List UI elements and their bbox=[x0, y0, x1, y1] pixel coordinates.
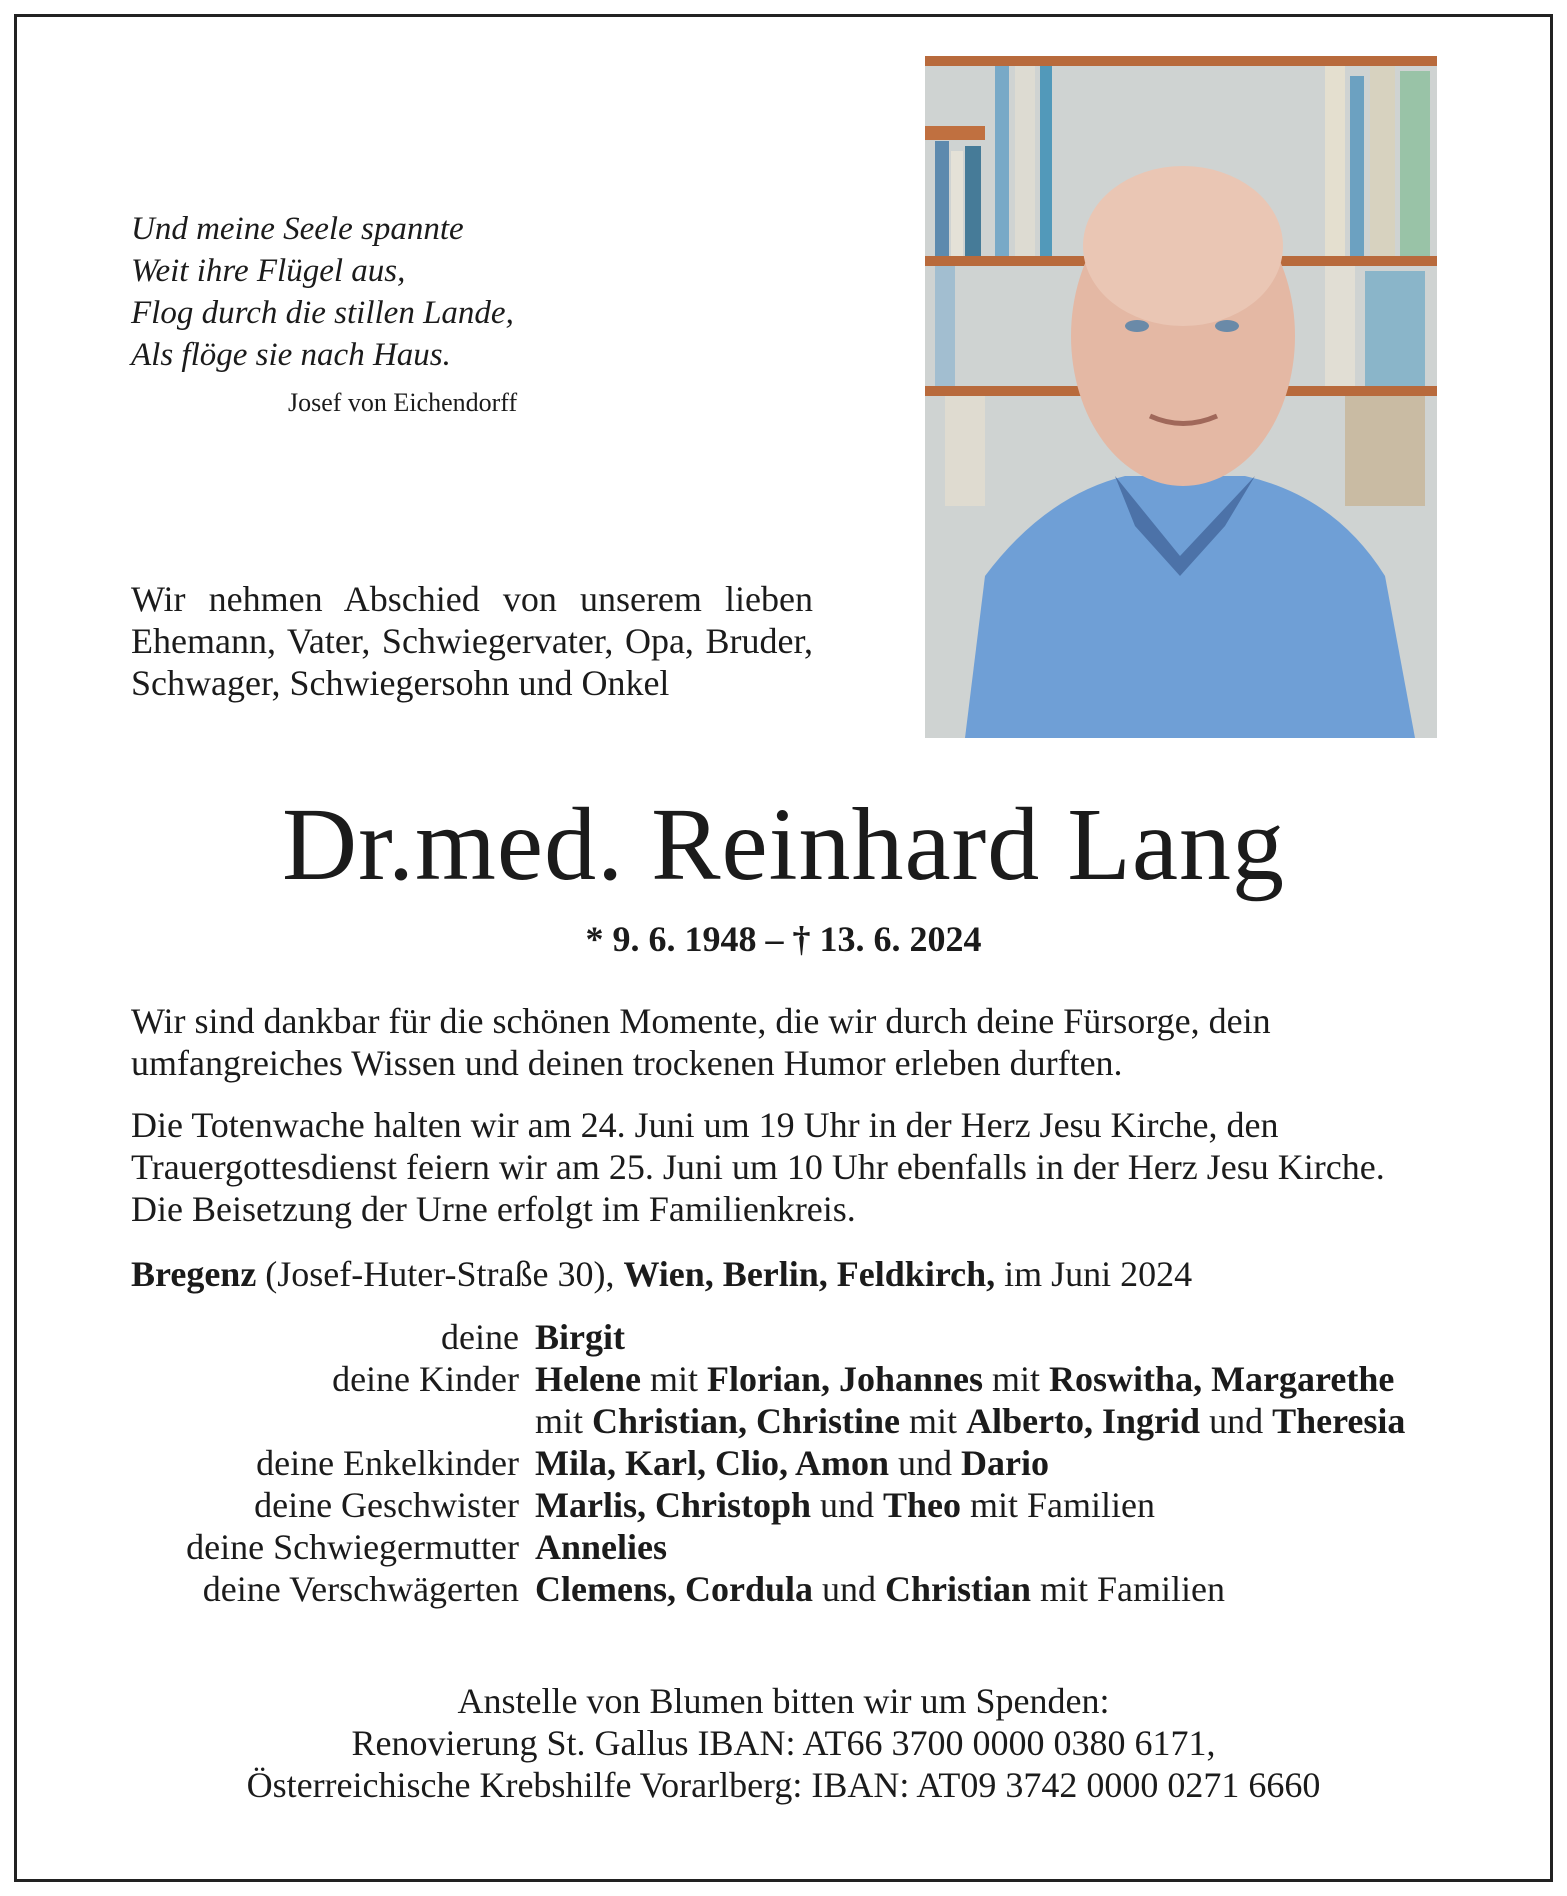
mourner-relation: deine bbox=[441, 1317, 519, 1357]
life-dates: * 9. 6. 1948 – † 13. 6. 2024 bbox=[585, 919, 982, 959]
connector-text: mit bbox=[900, 1401, 967, 1441]
mourner-names bbox=[535, 1316, 1451, 1358]
mourner-row bbox=[131, 1526, 1451, 1568]
mourner-name: Roswitha, Margarethe bbox=[1049, 1359, 1395, 1399]
mourner-name: Clemens, Cordula bbox=[535, 1569, 813, 1609]
place-bregenz: Bregenz bbox=[131, 1254, 257, 1294]
place-and-date bbox=[131, 1253, 1441, 1295]
mourner-name: Annelies bbox=[535, 1527, 668, 1567]
mourner-name: Florian, Johannes bbox=[706, 1359, 984, 1399]
connector-text: mit bbox=[983, 1359, 1050, 1399]
portrait-photo bbox=[925, 56, 1437, 738]
mourner-name: Theresia bbox=[1272, 1401, 1406, 1441]
place-date: im Juni 2024 bbox=[995, 1254, 1193, 1294]
connector-text: und bbox=[1200, 1401, 1273, 1441]
donation-line: Anstelle von Blumen bitten wir um Spenden: bbox=[457, 1681, 1110, 1721]
funeral-details-paragraph: Die Totenwache halten wir am 24. Juni um 19 Uhr in der Herz Jesu Kirche, den Trauergottesdienst feiern wir am 25. Juni um 10 Uhr ebenfalls in der Herz Jesu Kirche. Die Beisetzung der Urne erfolgt im Familienkreis. bbox=[131, 1105, 1385, 1229]
mourner-relation: deine Verschwägerten bbox=[202, 1569, 519, 1609]
donation-line: Renovierung St. Gallus IBAN: AT66 3700 0000 0380 6171, bbox=[351, 1723, 1216, 1763]
mourner-name: Dario bbox=[961, 1443, 1049, 1483]
poem-line: Als flöge sie nach Haus. bbox=[131, 337, 451, 373]
mourner-name: Mila, Karl, Clio, Amon bbox=[535, 1443, 889, 1483]
mourner-name: Christian, Christine bbox=[592, 1401, 901, 1441]
poem-line: Flog durch die stillen Lande, bbox=[131, 295, 514, 331]
poem-author: Josef von Eichendorff bbox=[288, 388, 518, 417]
poem-line: Und meine Seele spannte bbox=[131, 211, 464, 247]
place-address: (Josef-Huter-Straße 30), bbox=[256, 1254, 624, 1294]
mourner-relation: deine Kinder bbox=[332, 1359, 519, 1399]
connector-text: mit bbox=[640, 1359, 707, 1399]
mourner-name: Marlis, Christoph bbox=[535, 1485, 812, 1525]
mourners-list bbox=[131, 1316, 1451, 1610]
donation-request bbox=[0, 1680, 1567, 1806]
mourner-row bbox=[131, 1358, 1451, 1442]
mourner-row bbox=[131, 1442, 1451, 1484]
mourner-relation: deine Schwiegermutter bbox=[186, 1527, 519, 1567]
mourner-name: Christian bbox=[885, 1569, 1032, 1609]
mourner-row bbox=[131, 1568, 1451, 1610]
mourner-name: Alberto, Ingrid bbox=[966, 1401, 1201, 1441]
mourner-relation: deine Geschwister bbox=[254, 1485, 519, 1525]
connector-text: und bbox=[811, 1485, 884, 1525]
mourner-names bbox=[535, 1358, 1451, 1442]
mourner-name: Theo bbox=[883, 1485, 962, 1525]
mourner-names bbox=[535, 1568, 1451, 1610]
connector-text: mit Familien bbox=[1031, 1569, 1226, 1609]
connector-text: mit bbox=[535, 1401, 593, 1441]
connector-text: mit Familien bbox=[961, 1485, 1156, 1525]
deceased-name: Dr.med. Reinhard Lang bbox=[282, 787, 1285, 902]
mourner-row bbox=[131, 1316, 1451, 1358]
mourner-names bbox=[535, 1442, 1451, 1484]
place-cities: Wien, Berlin, Feldkirch, bbox=[623, 1254, 996, 1294]
mourner-names bbox=[535, 1526, 1451, 1568]
poem bbox=[131, 208, 514, 376]
mourner-name: Birgit bbox=[535, 1317, 625, 1357]
mourner-relation: deine Enkelkinder bbox=[256, 1443, 519, 1483]
mourner-row bbox=[131, 1484, 1451, 1526]
poem-line: Weit ihre Flügel aus, bbox=[131, 253, 406, 289]
gratitude-paragraph: Wir sind dankbar für die schönen Momente, die wir durch deine Fürsorge, dein umfangreiches Wissen und deinen trockenen Humor erleben durften. bbox=[131, 1001, 1271, 1083]
connector-text: und bbox=[813, 1569, 885, 1609]
connector-text: und bbox=[889, 1443, 961, 1483]
mourner-names bbox=[535, 1484, 1451, 1526]
mourner-name: Helene bbox=[535, 1359, 641, 1399]
intro-text: Wir nehmen Abschied von unserem lieben Ehemann, Vater, Schwiegervater, Opa, Bruder, Schwager, Schwiegersohn und Onkel bbox=[131, 579, 813, 703]
donation-line: Österreichische Krebshilfe Vorarlberg: IBAN: AT09 3742 0000 0271 6660 bbox=[246, 1765, 1321, 1805]
